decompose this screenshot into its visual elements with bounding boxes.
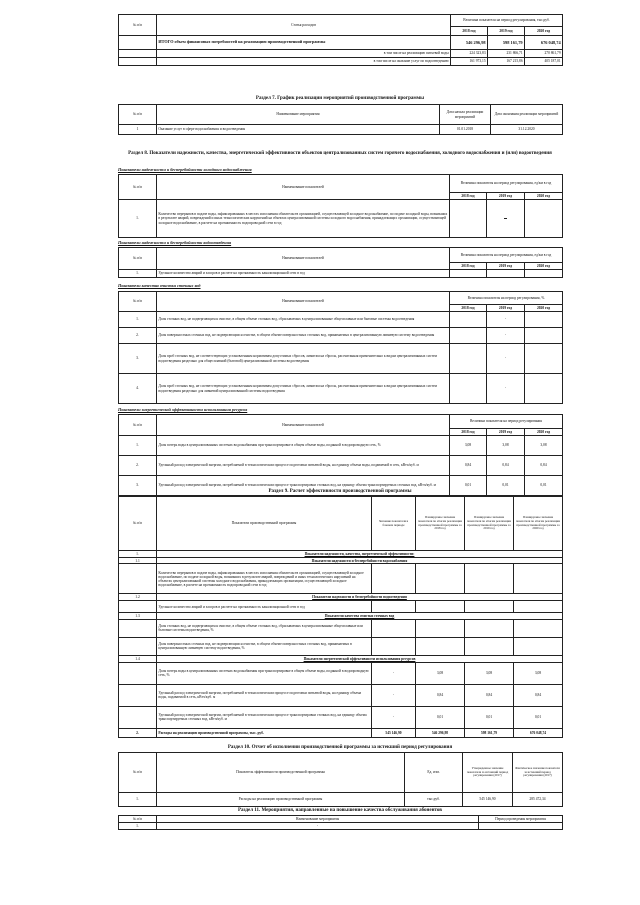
value-cell — [450, 200, 487, 238]
value-cell: - — [372, 684, 416, 706]
year-header: 2018 год — [450, 263, 487, 270]
col-header-end: Дата окончания реализации мероприятий — [491, 105, 563, 125]
col-header-base: Значение показателя в базовом периоде — [372, 497, 416, 551]
group-label: Показатели энергетической эффективности использования ресурсов — [157, 655, 563, 662]
energy-efficiency-table — [118, 414, 563, 496]
value-cell: 161 973,15 — [451, 58, 488, 66]
value-cell: 167 215,86 — [488, 58, 525, 66]
row-num: 1. — [119, 200, 157, 238]
year-header: 2020 год — [525, 27, 563, 36]
col-header-group: Величина показателя на период регулирования, тыс.руб. — [451, 15, 563, 27]
row-label: Доля проб сточных вод, не соответствующих установленным нормативам допустимых сбросов, лимитам на сбросы, рассчитанная применительно к видам централизованных систем водоотведения раздельно для ливневой централизованной системы водоотведения — [157, 374, 450, 404]
unit-cell: тыс.руб. — [405, 793, 463, 807]
col-header-start: Дата начала реализации мероприятий — [440, 105, 491, 125]
col-header-num: № п/п — [119, 753, 157, 793]
reliability-sewer-table — [118, 247, 563, 278]
row-num: 1 — [119, 125, 157, 135]
row-label: Доля сточных вод, не подвергающихся очистке, в общем объеме сточных вод, сбрасываемых в централизованные общесплавные или бытовые системы водоотведения — [157, 312, 450, 328]
service-quality-table — [118, 815, 563, 830]
value-cell: 676 048,74 — [525, 36, 563, 50]
value-cell: - — [372, 662, 416, 684]
year-header: 2018 год — [451, 27, 488, 36]
subsection-title: Показатели качества очистки сточных вод — [118, 283, 201, 288]
row-num: 1. — [119, 436, 157, 456]
col-header-name: Показатели производственной программы — [157, 497, 372, 551]
row-label: в том числе на реализацию питьевой воды — [157, 50, 451, 58]
col-header-group: Величина показателя на период регулирования — [450, 415, 563, 429]
year-header: 2019 год — [487, 193, 525, 200]
col-header-2019: Планируемое значение показателя по итогам реализации производственной программы за 2019 год — [465, 497, 514, 551]
row-label: - — [157, 823, 479, 830]
row-label: Оказание услуг в сфере водоснабжения и водоотведения — [157, 125, 440, 135]
value-cell: 0,01 — [514, 706, 563, 728]
row-label: Удельный расход электрической энергии, потребляемой в технологическом процессе транспортировки сточных вод, на единицу объема транспортируемых сточных вод, кВтч/куб. м — [157, 476, 450, 496]
row-label: в том числе на оказание услуг по водоотведению — [157, 58, 451, 66]
value-cell: 3,08 — [465, 662, 514, 684]
col-header-2018: Планируемое значение показателя по итогам реализации производственной программы за 2018 год — [416, 497, 465, 551]
value-cell: 545 146,90 — [463, 793, 513, 807]
row-num: 2. — [119, 456, 157, 476]
value-cell: 0,84 — [514, 684, 563, 706]
col-header-group: Величина показателя на период регулирования, % — [450, 292, 563, 305]
value-cell: 405 187,01 — [525, 58, 563, 66]
row-label: Доля поверхностных сточных вод, не подвергающихся очистке, в общем объеме поверхностных сточных вод, принимаемых в централизованную ливневую систему водоотведения, % — [157, 637, 372, 655]
group-label: Показатели надежности, качества, энергетической эффективности: — [157, 551, 563, 558]
value-cell: 285 472,34 — [513, 793, 563, 807]
row-num: 1.2 — [119, 594, 157, 601]
group-label: Показатели качества очистки сточных вод — [157, 613, 563, 620]
row-label: Удельное количество аварий и засоров в расчете на протяженность канализационной сети в год — [157, 270, 450, 278]
subsection-title: Показатели надежности и бесперебойности водоотведения — [118, 240, 232, 245]
value-cell — [525, 200, 563, 238]
year-header: 2020 год — [525, 193, 563, 200]
row-num: 2. — [119, 728, 157, 737]
efficiency-calc-table — [118, 496, 563, 738]
col-header-num: № п/п — [119, 292, 157, 312]
col-header-num: № п/п — [119, 15, 157, 36]
value-cell: 598 161,79 — [488, 36, 525, 50]
start-date: 01.01.2018 — [440, 125, 491, 135]
value-cell: - — [487, 328, 525, 344]
value-cell: 0,84 — [525, 456, 563, 476]
value-cell: 546 296,98 — [416, 728, 465, 737]
col-header-group: Величина показателя на период регулирования, ед/км в год — [450, 175, 563, 193]
value-cell: 3,08 — [525, 436, 563, 456]
row-label: Доля проб сточных вод, не соответствующих установленным нормативам допустимых сбросов, лимитам на сбросы, рассчитанная применительно к видам централизованных систем водоотведения раздельно для общесплавной (бытовой) централизованной системы водоотведения — [157, 344, 450, 374]
row-num: 1. — [119, 270, 157, 278]
col-header-name: Наименование показателей — [157, 292, 450, 312]
value-cell — [487, 200, 525, 238]
group-label: Показатели надежности и бесперебойности водоснабжения — [157, 557, 563, 564]
year-header: 2019 год — [487, 263, 525, 270]
value-cell: 3,08 — [514, 662, 563, 684]
subsection-title: Показатели энергетической эффективности использования ресурсов — [118, 407, 248, 412]
value-cell: - — [372, 706, 416, 728]
col-header-num: № п/п — [119, 105, 157, 125]
row-label: Доля потерь воды в централизованных системах водоснабжения при транспортировке в общем объеме воды, поданной в водопроводную сеть, % — [157, 436, 450, 456]
col-header-actual: Фактическое значение показателя за истекший период регулирования (2017) — [513, 753, 563, 793]
col-header-name: Наименование показателей — [157, 175, 450, 200]
section-7-title: Раздел 7. График реализации мероприятий производственной программы — [255, 96, 425, 101]
execution-report-table — [118, 752, 563, 807]
value-cell: 0,01 — [525, 476, 563, 496]
col-header-num: № п/п — [119, 248, 157, 270]
col-header-2020: Планируемое значение показателя по итогам реализации производственной программы за 2020 год — [514, 497, 563, 551]
value-cell: 0,01 — [416, 706, 465, 728]
value-cell: 0,84 — [465, 684, 514, 706]
schedule-table — [118, 104, 563, 135]
year-header: 2020 год — [525, 429, 563, 436]
col-header-num: № п/п — [119, 415, 157, 436]
value-cell: 231 866,71 — [488, 50, 525, 58]
period-cell — [479, 823, 563, 830]
row-num: 1. — [119, 823, 157, 830]
value-cell: 3,08 — [487, 436, 525, 456]
col-header-approved: Утвержденное значение показателя за истекший период регулирования (2017) — [463, 753, 513, 793]
col-header-name: Наименование показателей — [157, 248, 450, 270]
finance-table — [118, 14, 563, 66]
section-9-title: Раздел 9. Расчет эффективности производственной программы — [268, 489, 412, 494]
row-label: Количество перерывов в подаче воды, зафиксированных в местах исполнения обязательств организацией, осуществляющей холодное водоснабжение, по подаче холодной воды, возникших в результате аварий, повреждений и иных технологических нарушений на объектах централизованной системы холодного водоснабжения, принадлежащих организации, осуществляющей холодное водоснабжение, в расчете на протяженность водопроводной сети в год — [157, 200, 450, 238]
section-11-title: Раздел 11. Мероприятия, направленные на повышение качества обслуживания абонентов — [238, 808, 442, 813]
col-header-num: № п/п — [119, 175, 157, 200]
col-header-name: Показатель эффективности производственной программы — [157, 753, 405, 793]
year-header: 2020 год — [525, 305, 563, 312]
year-header: 2018 год — [450, 429, 487, 436]
col-header-period: Период проведения мероприятия — [479, 816, 563, 823]
row-num: 3. — [119, 476, 157, 496]
value-cell: 0,01 — [450, 476, 487, 496]
value-cell: 676 048,74 — [514, 728, 563, 737]
value-cell: 545 146,90 — [372, 728, 416, 737]
row-label: Удельный расход электрической энергии, потребляемой в технологическом процессе подготовки питьевой воды, на единицу объема воды, подаваемой в сеть, кВтч/куб. м — [157, 684, 372, 706]
value-cell: - — [487, 344, 525, 374]
row-label: Количество перерывов в подаче воды, зафиксированных в местах исполнения обязательств организацией, осуществляющей холодное водоснабжение, по подаче холодной воды, возникших в результате аварий, повреждений и иных технологических нарушений на объектах централизованной системы холодного водоснабжения, принадлежащих организации, осуществляющей холодное водоснабжение, в расчете на протяженность водопроводной сети в год — [157, 564, 372, 594]
row-num: 1.4 — [119, 655, 157, 662]
year-header: 2018 год — [450, 305, 487, 312]
row-label: Доля потерь воды в централизованных системах водоснабжения при транспортировке в общем объеме воды, поданной в водопроводную сеть, % — [157, 662, 372, 684]
col-header-name: Наименование мероприятия — [157, 105, 440, 125]
section-10-title: Раздел 10. Отчет об исполнении производственной программы за истекший период регулирования — [227, 745, 453, 750]
col-header-num: № п/п — [119, 497, 157, 551]
year-header: 2020 год — [525, 263, 563, 270]
end-date: 31.12.2020 — [491, 125, 563, 135]
year-header: 2019 год — [487, 429, 525, 436]
col-header-unit: Ед. изм. — [405, 753, 463, 793]
row-num: 4. — [119, 374, 157, 404]
value-cell: 0,01 — [465, 706, 514, 728]
row-num: 1.3 — [119, 613, 157, 620]
row-num: 3. — [119, 344, 157, 374]
row-label: Расходы на реализацию производственной программы — [157, 793, 405, 807]
value-cell: 224 323,83 — [451, 50, 488, 58]
wastewater-quality-table — [118, 291, 563, 404]
row-num: 1. — [119, 312, 157, 328]
value-cell: - — [487, 312, 525, 328]
year-header: 2018 год — [450, 193, 487, 200]
value-cell: 0,84 — [416, 684, 465, 706]
year-header: 2019 год — [487, 305, 525, 312]
value-cell: 270 861,79 — [525, 50, 563, 58]
group-label: Показатели надежности и бесперебойности водоотведения — [157, 594, 563, 601]
year-header: 2019 год — [488, 27, 525, 36]
col-header-name: Наименование показателей — [157, 415, 450, 436]
value-cell: 598 161,79 — [465, 728, 514, 737]
value-cell: - — [487, 374, 525, 404]
value-cell: 0,84 — [487, 456, 525, 476]
row-num: 1. — [119, 793, 157, 807]
row-num: 1. — [119, 551, 157, 558]
section-8-title: Раздел 8. Показатели надежности, качества, энергетической эффективности объектов централизованных систем горячего водоснабжения, холодного водоснабжения и (или) водоотведения — [128, 151, 552, 156]
value-cell: 546 296,98 — [451, 36, 488, 50]
reliability-water-table — [118, 174, 563, 238]
row-label: Удельный расход электрической энергии, потребляемой в технологическом процессе подготовки питьевой воды, на единицу объема воды, подаваемой в сеть, кВтч/куб. м — [157, 456, 450, 476]
row-num: 2. — [119, 328, 157, 344]
row-label: Доля сточных вод, не подвергающихся очистке, в общем объеме сточных вод, сбрасываемых в централизованные общесплавные или бытовые системы водоотведения, % — [157, 619, 372, 637]
col-header-name: Статья расходов — [157, 15, 451, 36]
value-cell: 0,01 — [487, 476, 525, 496]
value-cell: 3,08 — [450, 436, 487, 456]
col-header-group: Величина показателя на период регулирования, ед/км в год — [450, 248, 563, 263]
row-label: Доля поверхностных сточных вод, не подвергающихся очистке, в общем объеме поверхностных сточных вод, принимаемых в централизованную ливневую систему водоотведения — [157, 328, 450, 344]
row-label: Удельное количество аварий и засоров в расчете на протяженность канализационной сети в год — [157, 601, 372, 613]
value-cell: 3,08 — [416, 662, 465, 684]
value-cell: 0,84 — [450, 456, 487, 476]
col-header-num: № п/п — [119, 816, 157, 823]
row-label: Расходы на реализацию производственной программы, тыс. руб. — [157, 728, 372, 737]
subsection-title: Показатели надежности и бесперебойности холодного водоснабжения — [118, 167, 252, 172]
total-row-label: ИТОГО объем финансовых потребностей на реализацию производственной программы — [157, 36, 451, 50]
col-header-name: Наименование мероприятия — [157, 816, 479, 823]
row-num: 1.1 — [119, 557, 157, 564]
row-label: Удельный расход электрической энергии, потребляемой в технологическом процессе транспортировки сточных вод, на единицу объема транспортируемых сточных вод, кВтч/куб. м — [157, 706, 372, 728]
